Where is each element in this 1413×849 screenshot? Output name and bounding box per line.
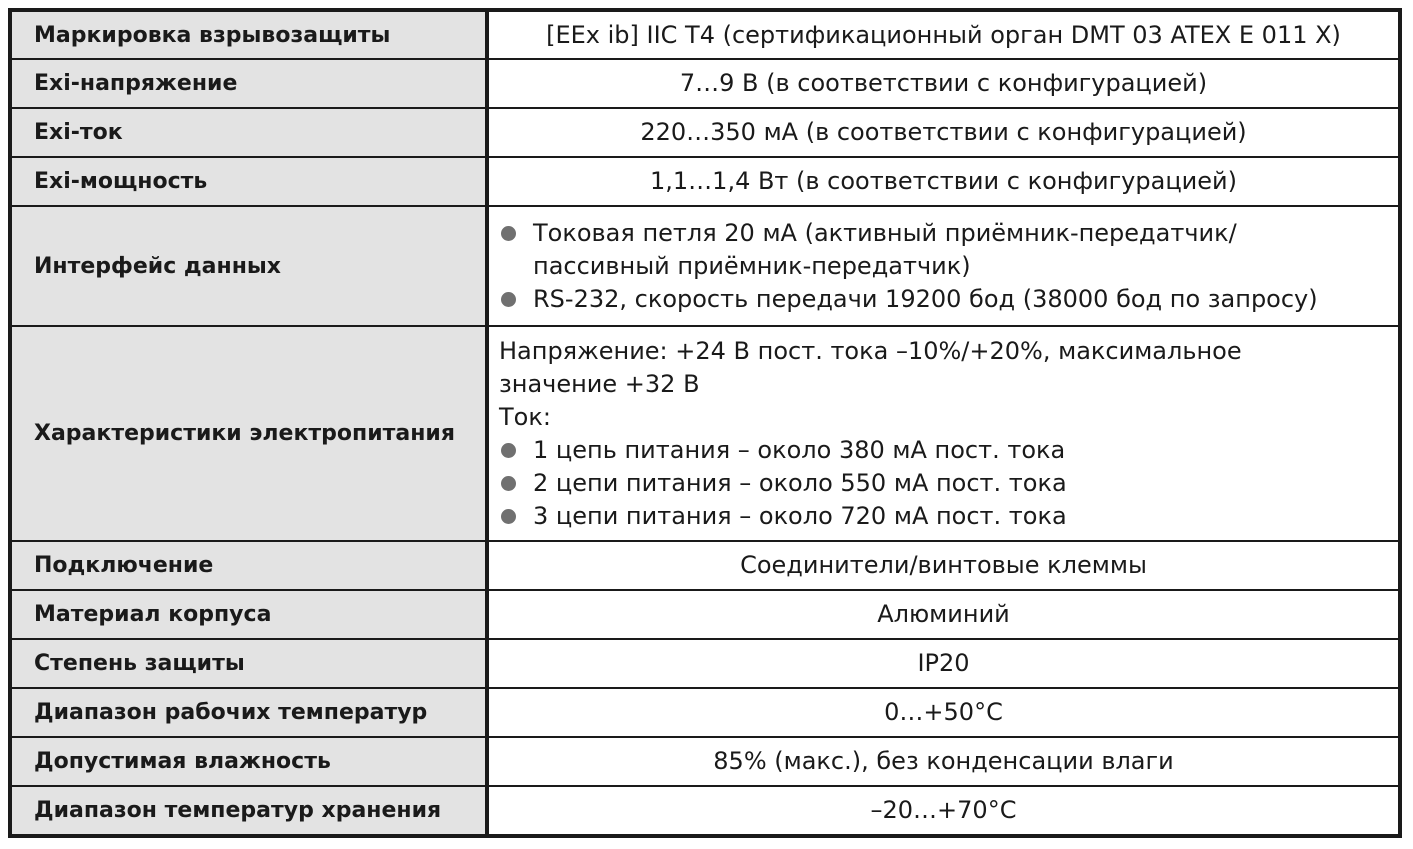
param-label: Степень защиты [10,639,487,688]
bullet-text-continuation: пассивный приёмник-передатчик) [533,251,971,280]
bullet-text: 3 цепи питания – около 720 мА пост. тока [533,501,1067,530]
bullet-item [499,467,1392,500]
table-row [10,10,1400,59]
table-row [10,786,1400,836]
voltage-text-continuation: значение +32 В [499,369,700,398]
table-row [10,639,1400,688]
table-row [10,59,1400,108]
param-value: IP20 [487,639,1400,688]
param-label: Материал корпуса [10,590,487,639]
param-value: –20…+70°C [487,786,1400,836]
bullet-text: 1 цепь питания – около 380 мА пост. тока [533,435,1066,464]
param-label: Exi-ток [10,108,487,157]
table-row [10,157,1400,206]
param-value: 85% (макс.), без конденсации влаги [487,737,1400,786]
table-row [10,108,1400,157]
param-label: Подключение [10,541,487,590]
param-label: Exi-напряжение [10,59,487,108]
param-value: 7…9 В (в соответствии с конфигурацией) [487,59,1400,108]
param-label: Диапазон рабочих температур [10,688,487,737]
bullet-item [499,434,1392,467]
specifications-table [8,8,1402,838]
bullet-item [499,500,1392,533]
param-value: 220…350 мА (в соответствии с конфигурацией) [487,108,1400,157]
param-label: Маркировка взрывозащиты [10,10,487,59]
param-value: Соединители/винтовые клеммы [487,541,1400,590]
param-value: 1,1…1,4 Вт (в соответствии с конфигурацией) [487,157,1400,206]
param-label: Характеристики электропитания [10,326,487,541]
table-row [10,737,1400,786]
bullet-icon [501,476,516,491]
param-value: 0…+50°C [487,688,1400,737]
voltage-text: Напряжение: +24 В пост. тока –10%/+20%, максимальное [499,336,1242,365]
table-row [10,590,1400,639]
table-row [10,541,1400,590]
param-value: Алюминий [487,590,1400,639]
bullet-icon [501,443,516,458]
param-value-list [487,206,1400,326]
bullet-item [499,283,1392,316]
table-row [10,688,1400,737]
param-label: Exi-мощность [10,157,487,206]
param-label: Диапазон температур хранения [10,786,487,836]
param-value-list [487,326,1400,541]
bullet-text: Токовая петля 20 мА (активный приёмник-передатчик/ [533,218,1237,247]
param-value: [EEx ib] IIC T4 (сертификационный орган DMT 03 ATEX E 011 X) [487,10,1400,59]
param-label: Интерфейс данных [10,206,487,326]
bullet-icon [501,509,516,524]
current-label: Ток: [499,402,551,431]
bullet-icon [501,226,516,241]
bullet-icon [501,292,516,307]
table-row [10,206,1400,326]
bullet-text: RS-232, скорость передачи 19200 бод (38000 бод по запросу) [533,284,1318,313]
bullet-text: 2 цепи питания – около 550 мА пост. тока [533,468,1067,497]
param-label: Допустимая влажность [10,737,487,786]
table-row [10,326,1400,541]
bullet-item [499,217,1392,250]
